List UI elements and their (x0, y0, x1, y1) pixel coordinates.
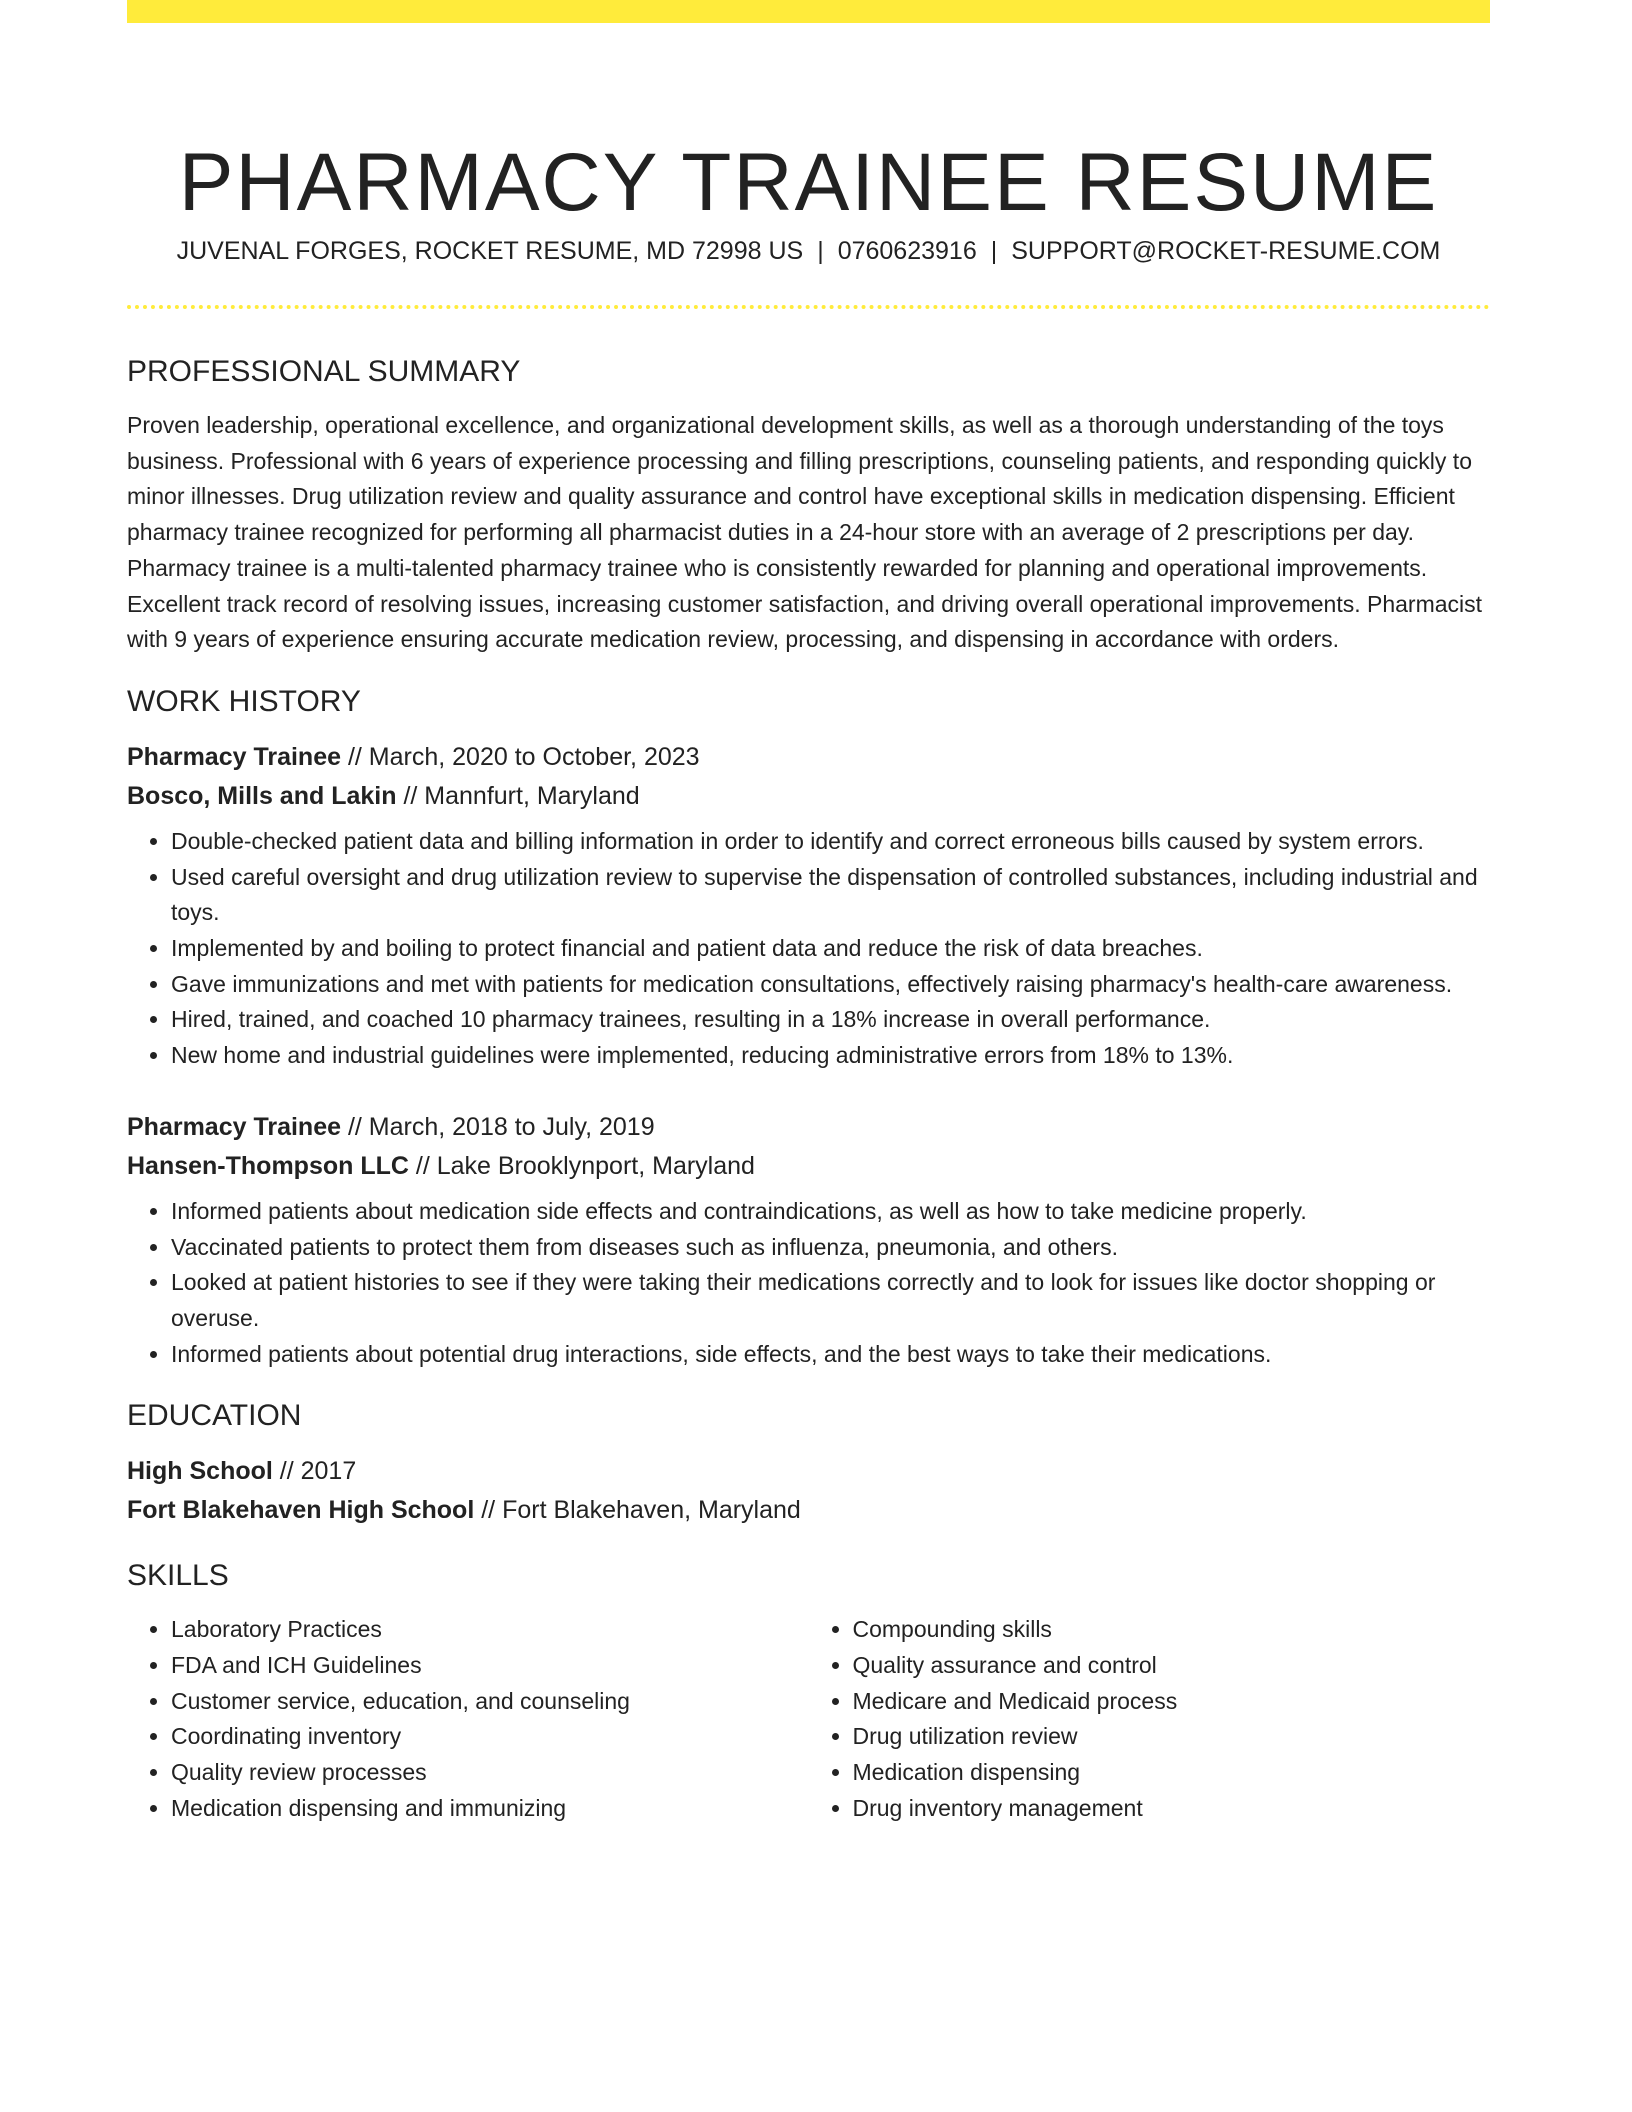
job-title-line (127, 1108, 1490, 1147)
accent-top-bar (127, 0, 1490, 23)
skills-columns (127, 1612, 1490, 1826)
list-item: • Used careful oversight and drug utilization review to supervise the dispensation of controlled substances, including industrial and toys. (171, 860, 1490, 931)
list-item: • Informed patients about potential drug interactions, side effects, and the best ways to take their medications. (171, 1337, 1490, 1373)
job-location: // Mannfurt, Maryland (396, 781, 640, 810)
list-item: • Implemented by and boiling to protect financial and patient data and reduce the risk of data breaches. (171, 931, 1490, 967)
contact-email: SUPPORT@ROCKET-RESUME.COM (1011, 237, 1441, 265)
job-title: Pharmacy Trainee (127, 1112, 342, 1141)
list-item: • Medication dispensing (853, 1755, 1491, 1791)
list-item: • Compounding skills (853, 1612, 1491, 1648)
resume-title: PHARMACY TRAINEE RESUME (178, 136, 1439, 228)
contact-separator: | (817, 237, 824, 265)
work-history-section (127, 682, 1490, 1372)
list-item: • Gave immunizations and met with patients for medication consultations, effectively raising pharmacy's health-care awareness. (171, 967, 1490, 1003)
education-degree-line (127, 1452, 1490, 1491)
contact-separator: | (990, 237, 998, 265)
job-entry (127, 1108, 1490, 1373)
job-bullets (127, 824, 1490, 1074)
summary-text: Proven leadership, operational excellence, and organizational development skills, as well as a thorough understanding of the toys business. Professional with 6 years of experience processing and filling prescriptions, counseling patients, and responding quickly to minor illnesses. Drug utilization review and quality assurance and control have exceptional skills in medication dispensing. Efficient pharmacy trainee recognized for performing all pharmacist duties in a 24-hour store with an average of 2 prescriptions per day. Pharmacy trainee is a multi-talented pharmacy trainee who is consistently rewarded for planning and operational improvements. Excellent track record of resolving issues, increasing customer satisfaction, and driving overall operational improvements. Pharmacist with 9 years of experience ensuring accurate medication review, processing, and dispensing in accordance with orders. (127, 412, 1483, 653)
job-dates: // March, 2018 to July, 2019 (341, 1112, 655, 1141)
job-company: Hansen-Thompson LLC (127, 1151, 409, 1180)
work-history-heading: WORK HISTORY (127, 684, 361, 718)
education-year: // 2017 (272, 1457, 357, 1486)
list-item: • Vaccinated patients to protect them from diseases such as influenza, pneumonia, and others. (171, 1230, 1490, 1266)
list-item: • Medication dispensing and immunizing (171, 1791, 809, 1827)
job-dates: // March, 2020 to October, 2023 (341, 742, 700, 771)
job-bullets (127, 1194, 1490, 1373)
skills-list-left (127, 1612, 809, 1826)
education-school: Fort Blakehaven High School (127, 1496, 475, 1525)
list-item: • Customer service, education, and counseling (171, 1684, 809, 1720)
list-item: • Drug utilization review (853, 1719, 1491, 1755)
job-company-line (127, 1147, 1490, 1186)
job-title-line (127, 738, 1490, 777)
education-degree: High School (127, 1457, 273, 1486)
job-entry (127, 738, 1490, 1074)
job-company: Bosco, Mills and Lakin (127, 781, 397, 810)
summary-section (127, 352, 1490, 658)
education-location: // Fort Blakehaven, Maryland (474, 1496, 801, 1525)
skills-list-right (809, 1612, 1491, 1826)
list-item: • Informed patients about medication side effects and contraindications, as well as how to take medicine properly. (171, 1194, 1490, 1230)
job-company-line (127, 777, 1490, 816)
contact-address: JUVENAL FORGES, ROCKET RESUME, MD 72998 US (176, 237, 804, 265)
education-section (127, 1396, 1490, 1530)
list-item: • Quality assurance and control (853, 1648, 1491, 1684)
list-item: • New home and industrial guidelines were implemented, reducing administrative errors from 18% to 13%. (171, 1038, 1490, 1074)
list-item: • Coordinating inventory (171, 1719, 809, 1755)
list-item: • FDA and ICH Guidelines (171, 1648, 809, 1684)
job-title: Pharmacy Trainee (127, 742, 342, 771)
list-item: • Drug inventory management (853, 1791, 1491, 1827)
list-item: • Looked at patient histories to see if they were taking their medications correctly and to look for issues like doctor shopping or overuse. (171, 1265, 1490, 1336)
list-item: • Quality review processes (171, 1755, 809, 1791)
skills-heading: SKILLS (127, 1559, 229, 1593)
education-heading: EDUCATION (127, 1399, 302, 1433)
list-item: • Double-checked patient data and billing information in order to identify and correct erroneous bills caused by system errors. (171, 824, 1490, 860)
skills-section (127, 1556, 1490, 1826)
job-location: // Lake Brooklynport, Maryland (408, 1151, 755, 1180)
list-item: • Hired, trained, and coached 10 pharmacy trainees, resulting in a 18% increase in overall performance. (171, 1002, 1490, 1038)
contact-phone: 0760623916 (837, 237, 977, 265)
resume-body (127, 352, 1490, 1827)
education-school-line (127, 1491, 1490, 1530)
summary-heading: PROFESSIONAL SUMMARY (127, 355, 521, 388)
list-item: • Medicare and Medicaid process (853, 1684, 1491, 1720)
contact-line (127, 234, 1490, 268)
dotted-divider (127, 305, 1490, 309)
list-item: • Laboratory Practices (171, 1612, 809, 1648)
